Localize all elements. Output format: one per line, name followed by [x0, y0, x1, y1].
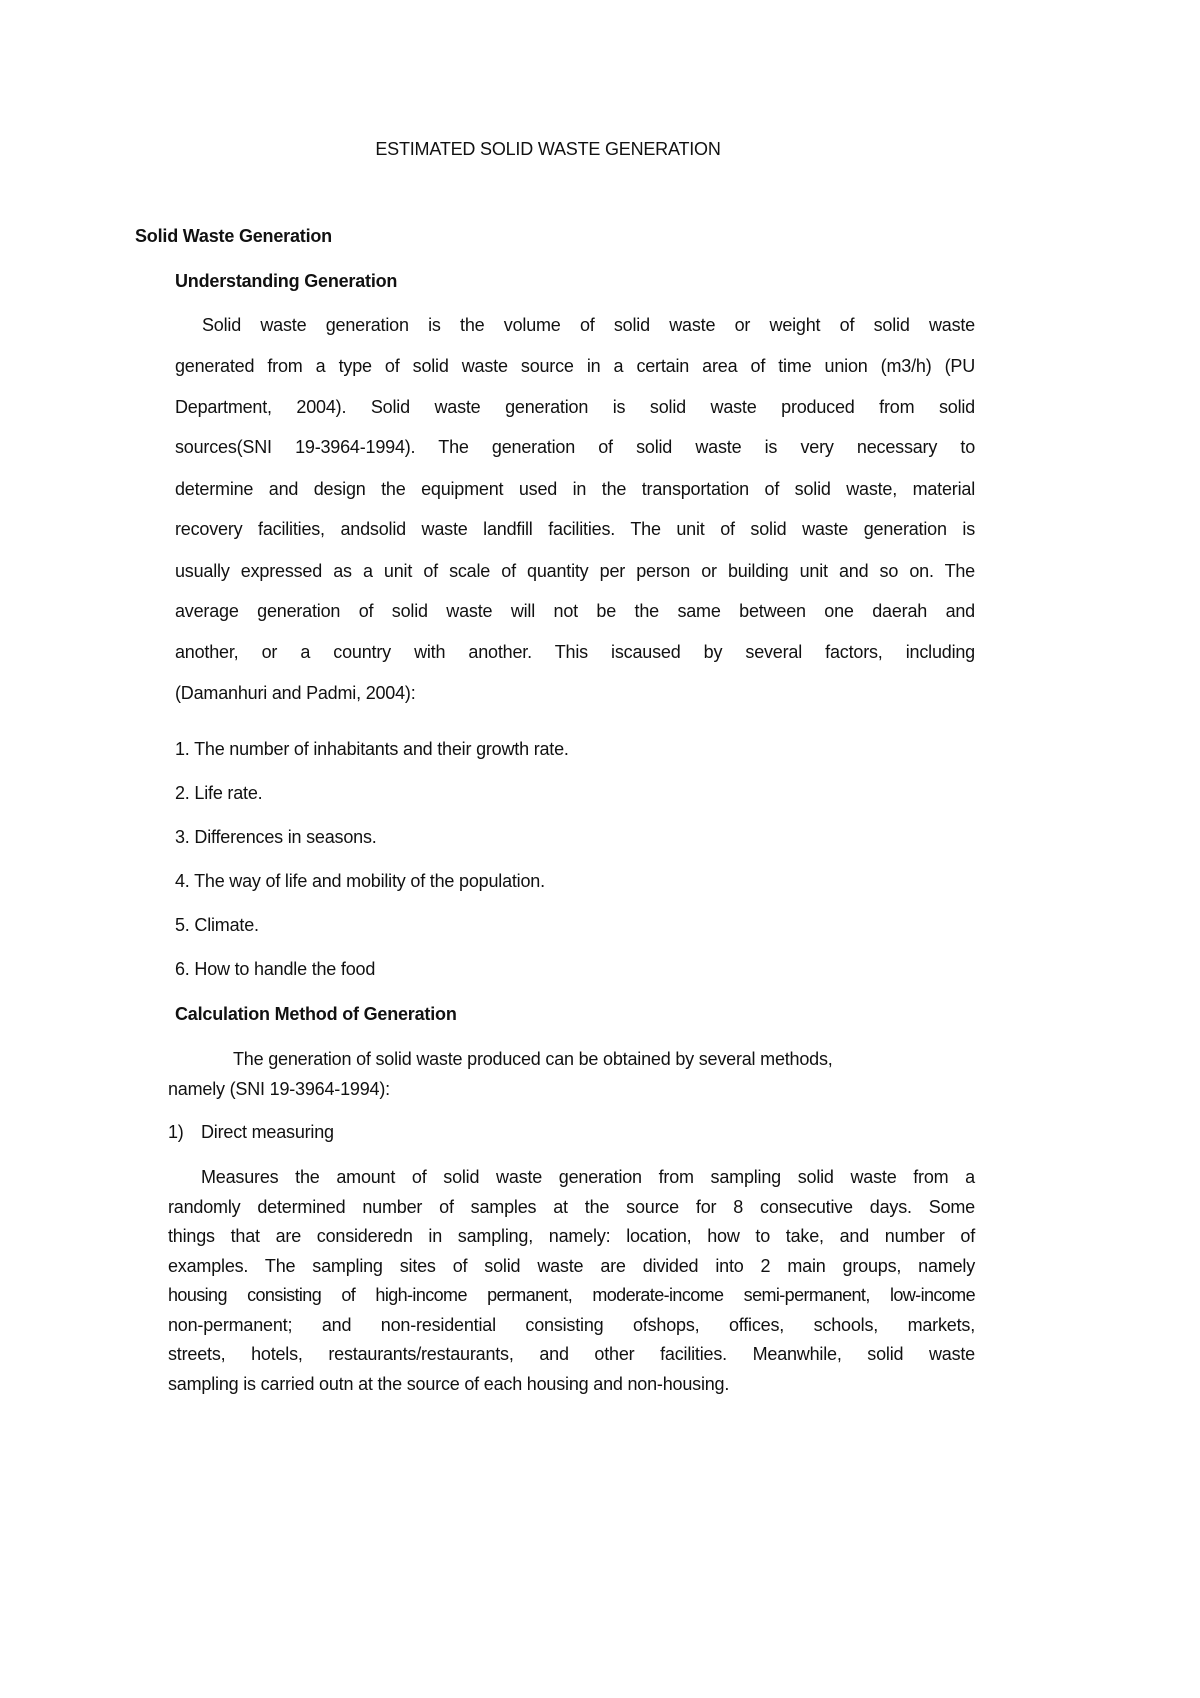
- list-item: 1. The number of inhabitants and their growth rate.: [175, 739, 569, 759]
- text-line: sampling is carried outn at the source of each housing and non-housing.: [168, 1374, 730, 1394]
- text-line: namely (SNI 19-3964-1994):: [168, 1079, 390, 1099]
- text-line: examples. The sampling sites of solid waste are divided into 2 main groups, namely: [168, 1256, 975, 1276]
- text-line: average generation of solid waste will not be the same between one daerah and: [175, 601, 975, 621]
- text-line: sources(SNI 19-3964-1994). The generation of solid waste is very necessary to: [175, 437, 975, 457]
- subheading-understanding: Understanding Generation: [175, 271, 398, 291]
- document-title: ESTIMATED SOLID WASTE GENERATION: [375, 139, 721, 159]
- text-line: (Damanhuri and Padmi, 2004):: [175, 683, 416, 703]
- text-line: non-permanent; and non-residential consisting ofshops, offices, schools, markets,: [168, 1315, 975, 1335]
- list-item: 5. Climate.: [175, 915, 259, 935]
- text-line: The generation of solid waste produced can be obtained by several methods,: [233, 1049, 833, 1069]
- text-line: randomly determined number of samples at the source for 8 consecutive days. Some: [168, 1197, 975, 1217]
- list-item: 6. How to handle the food: [175, 959, 376, 979]
- method-number: 1): [168, 1122, 184, 1142]
- subheading-calculation: Calculation Method of Generation: [175, 1004, 457, 1024]
- text-line: Measures the amount of solid waste generation from sampling solid waste from a: [201, 1167, 975, 1187]
- list-item: 3. Differences in seasons.: [175, 827, 377, 847]
- text-line: another, or a country with another. This iscaused by several factors, including: [175, 642, 975, 662]
- text-line: Department, 2004). Solid waste generation is solid waste produced from solid: [175, 397, 975, 417]
- text-line: generated from a type of solid waste source in a certain area of time union (m3/h) (PU: [175, 356, 975, 376]
- text-line: streets, hotels, restaurants/restaurants, and other facilities. Meanwhile, solid waste: [168, 1344, 975, 1364]
- list-item: 4. The way of life and mobility of the population.: [175, 871, 545, 891]
- text-line: things that are consideredn in sampling, namely: location, how to take, and number of: [168, 1226, 975, 1246]
- text-line: housing consisting of high-income permanent, moderate-income semi-permanent, low-income: [168, 1285, 975, 1305]
- list-item: 2. Life rate.: [175, 783, 263, 803]
- section-heading: Solid Waste Generation: [135, 226, 332, 246]
- method-label: Direct measuring: [201, 1122, 334, 1142]
- text-line: recovery facilities, andsolid waste landfill facilities. The unit of solid waste generation is: [175, 519, 975, 539]
- text-line: Solid waste generation is the volume of solid waste or weight of solid waste: [202, 315, 975, 335]
- text-line: determine and design the equipment used in the transportation of solid waste, material: [175, 479, 975, 499]
- text-line: usually expressed as a unit of scale of quantity per person or building unit and so on. The: [175, 561, 975, 581]
